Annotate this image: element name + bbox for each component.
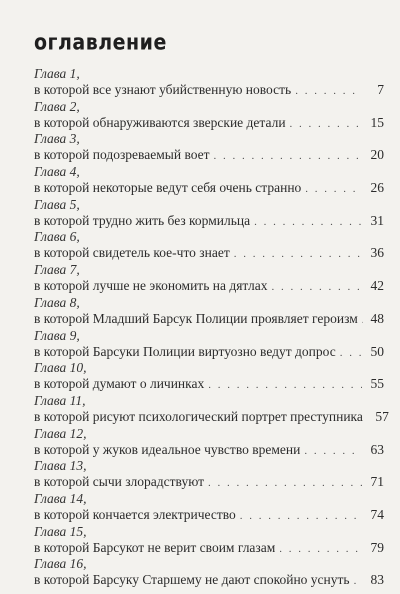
page-number: 36: [370, 245, 384, 261]
page-number: 48: [370, 310, 384, 326]
chapter-number: Глава 3,: [34, 131, 80, 147]
toc-entry: [34, 66, 384, 99]
chapter-number: Глава 16,: [34, 556, 87, 572]
dot-leader: [208, 475, 362, 491]
toc-entry: [34, 262, 384, 295]
chapter-number: Глава 8,: [34, 294, 80, 310]
toc-entry: [34, 491, 384, 524]
chapter-description: в которой кончается электричество: [34, 506, 236, 522]
chapter-description: в которой трудно жить без кормильца: [34, 212, 251, 228]
dot-leader: [240, 508, 362, 524]
chapter-description: в которой Барсуку Старшему не дают спокойно уснуть: [34, 572, 350, 588]
page-number: 71: [370, 474, 384, 490]
dot-leader: [271, 279, 362, 295]
toc-entry: [34, 197, 384, 230]
dot-leader: [304, 443, 362, 459]
dot-leader: [295, 83, 362, 99]
chapter-description: в которой лучше не экономить на дятлах: [34, 278, 268, 294]
page-number: 55: [370, 376, 384, 392]
dot-leader: [290, 116, 362, 132]
chapter-description: в которой сычи злорадствуют: [34, 474, 205, 490]
chapter-description: в которой свидетель кое-что знает: [34, 245, 230, 261]
toc-entry: [34, 392, 389, 426]
chapter-line: [34, 376, 384, 393]
chapter-number: Глава 1,: [34, 66, 80, 81]
page-number: 26: [370, 180, 384, 196]
chapter-description: в которой Барсукот не верит своим глазам: [34, 539, 276, 555]
chapter-number: Глава 12,: [34, 425, 87, 441]
toc-entry: [34, 99, 384, 132]
page-number: 50: [370, 343, 384, 359]
chapter-description: в которой обнаруживаются зверские детали: [34, 114, 286, 130]
dot-leader: [214, 148, 362, 164]
dot-leader: [234, 246, 362, 262]
chapter-line: [34, 180, 384, 197]
chapter-line: [34, 507, 384, 524]
toc-entry: [34, 295, 384, 328]
chapter-line: [34, 540, 384, 557]
dot-leader: [340, 345, 362, 361]
toc-entry: [34, 328, 384, 361]
page-number: 83: [370, 572, 384, 588]
chapter-line: [34, 442, 384, 459]
chapter-number: Глава 5,: [34, 196, 80, 212]
chapter-line: [34, 147, 384, 164]
toc-entry: [34, 229, 384, 262]
page-number: 15: [370, 114, 384, 130]
toc-entry: [34, 164, 384, 197]
toc-entry: [34, 426, 384, 459]
chapter-line: [34, 408, 389, 426]
dot-leader: [279, 541, 362, 557]
chapter-description: в которой рисуют психологический портрет преступника: [34, 408, 363, 424]
toc-entry: [34, 458, 384, 491]
page-number: 7: [377, 82, 384, 97]
chapter-description: в которой Барсуки Полиции виртуозно ведут допрос: [34, 343, 336, 359]
page-number: 63: [370, 441, 384, 457]
toc-heading: оглавление: [34, 30, 167, 56]
chapter-line: [34, 474, 384, 491]
chapter-description: в которой думают о личинках: [34, 376, 205, 392]
chapter-line: [34, 245, 384, 262]
chapter-line: [34, 572, 384, 589]
toc-entry: [34, 556, 384, 589]
chapter-number: Глава 9,: [34, 327, 80, 343]
chapter-line: [34, 213, 384, 230]
chapter-number: Глава 6,: [34, 229, 80, 245]
chapter-description: в которой Младший Барсук Полиции проявляет героизм: [34, 310, 358, 326]
chapter-number: Глава 14,: [34, 490, 87, 506]
page-number: 74: [370, 506, 384, 522]
chapter-number: Глава 4,: [34, 164, 80, 180]
toc-entry: [34, 360, 384, 393]
page-number: 79: [370, 539, 384, 555]
dot-leader: [254, 214, 362, 230]
chapter-number: Глава 11,: [34, 392, 86, 408]
chapter-line: [34, 344, 384, 361]
page-number: 31: [370, 212, 384, 228]
chapter-line: [34, 82, 384, 99]
toc-entry: [34, 131, 384, 164]
chapter-number: Глава 10,: [34, 360, 87, 376]
chapter-number: Глава 15,: [34, 523, 87, 539]
chapter-description: в которой подозреваемый воет: [34, 147, 210, 163]
toc-entry: [34, 524, 384, 557]
page-number: 20: [370, 147, 384, 163]
chapter-description: в которой некоторые ведут себя очень странно: [34, 180, 302, 196]
chapter-line: [34, 278, 384, 295]
chapter-line: [34, 115, 384, 132]
chapter-description: в которой у жуков идеальное чувство времени: [34, 441, 301, 457]
chapter-description: в которой все узнают убийственную новость: [34, 82, 292, 97]
toc-list: [34, 66, 389, 589]
chapter-line: [34, 311, 384, 328]
page-number: 57: [375, 408, 389, 424]
dot-leader: [305, 181, 362, 197]
dot-leader: [354, 573, 362, 589]
chapter-number: Глава 7,: [34, 262, 80, 278]
chapter-number: Глава 13,: [34, 458, 87, 474]
page-number: 42: [370, 278, 384, 294]
chapter-number: Глава 2,: [34, 98, 80, 114]
dot-leader: [208, 377, 362, 393]
